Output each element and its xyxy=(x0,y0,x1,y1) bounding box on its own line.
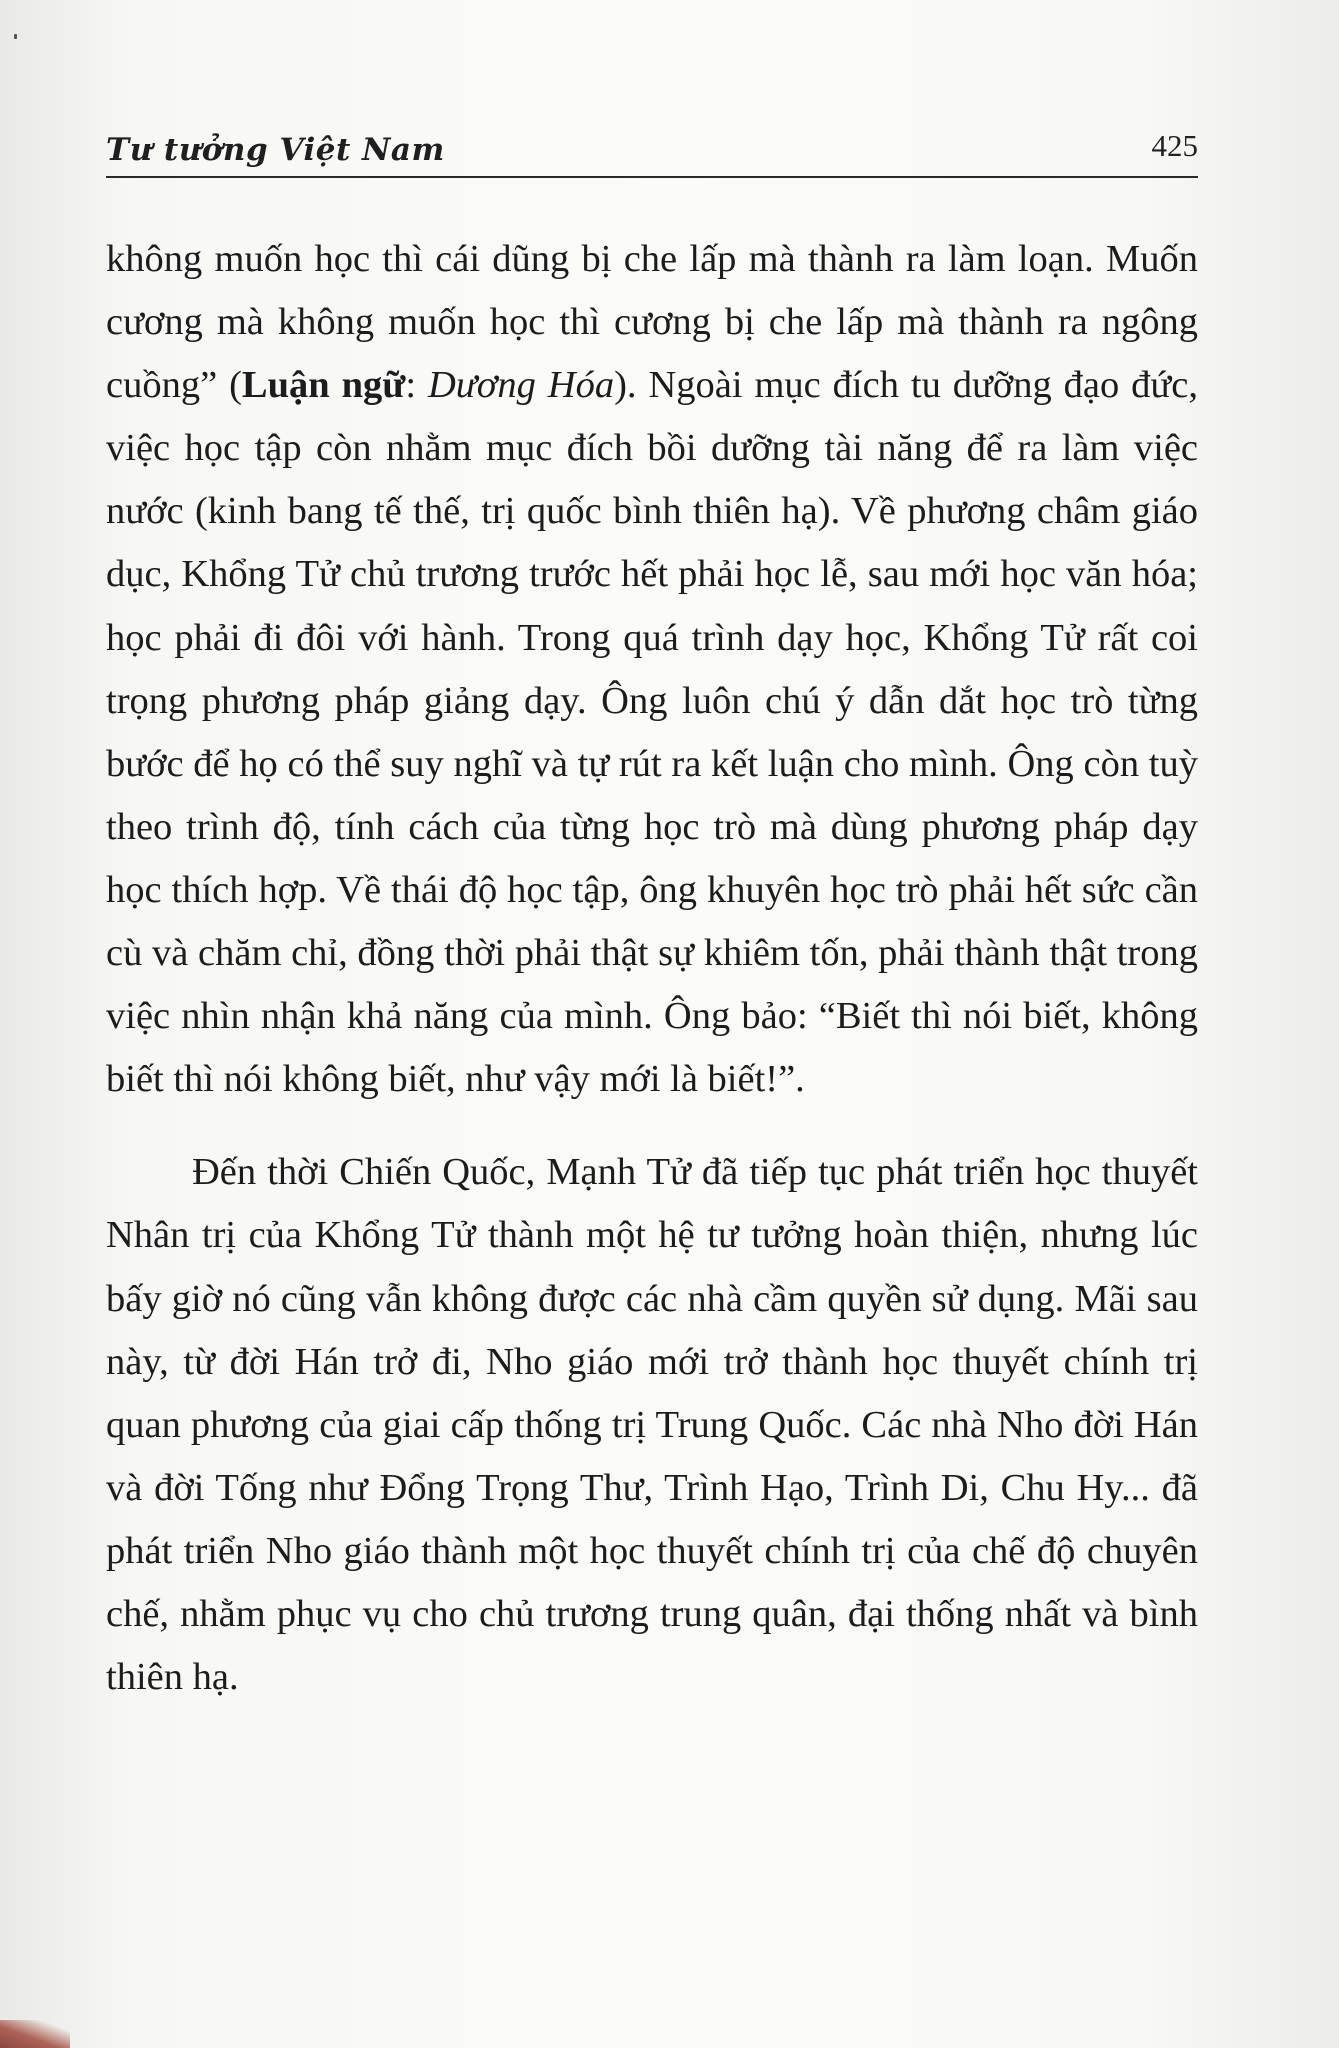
paragraph xyxy=(106,228,1198,1111)
corner-stain xyxy=(0,2020,70,2048)
paragraph: Đến thời Chiến Quốc, Mạnh Tử đã tiếp tục phát triển học thuyết Nhân trị của Khổng Tử thành một hệ tư tưởng hoàn thiện, nhưng lúc bấy giờ nó cũng vẫn không được các nhà cầm quyền sử dụng. Mãi sau này, từ đời Hán trở đi, Nho giáo mới trở thành học thuyết chính trị quan phương của giai cấp thống trị Trung Quốc. Các nhà Nho đời Hán và đời Tống như Đổng Trọng Thư, Trình Hạo, Trình Di, Chu Hy... đã phát triển Nho giáo thành một học thuyết chính trị của chế độ chuyên chế, nhằm phục vụ cho chủ trương trung quân, đại thống nhất và bình thiên hạ. xyxy=(106,1151,1198,1699)
page-header xyxy=(106,124,1198,178)
paragraph-text: ). Ngoài mục đích tu dưỡng đạo đức, việc học tập còn nhằm mục đích bồi dưỡng tài năng để ra làm việc nước (kinh bang tế thế, trị quốc bình thiên hạ). Về phương châm giáo dục, Khổng Tử chủ trương trước hết phải học lễ, sau mới học văn hóa; học phải đi đôi với hành. Trong quá trình dạy học, Khổng Tử rất coi trọng phương pháp giảng dạy. Ông luôn chú ý dẫn dắt học trò từng bước để họ có thể suy nghĩ và tự rút ra kết luận cho mình. Ông còn tuỳ theo trình độ, tính cách của từng học trò mà dùng phương pháp dạy học thích hợp. Về thái độ học tập, ông khuyên học trò phải hết sức cần cù và chăm chỉ, đồng thời phải thật sự khiêm tốn, phải thành thật trong việc nhìn nhận khả năng của mình. Ông bảo: “Biết thì nói biết, không biết thì nói không biết, như vậy mới là biết!”. xyxy=(106,364,1198,1101)
page-number: 425 xyxy=(1151,128,1198,163)
paragraph-text: không muốn học thì cái dũng bị che lấp mà thành ra làm loạn. Muốn cương mà không muốn học thì cương bị che lấp mà thành ra ngông cuồng” ( xyxy=(106,238,1198,407)
citation-chapter: Dương Hóa xyxy=(428,364,615,407)
running-title: Tư tưởng Việt Nam xyxy=(106,132,445,168)
body-text xyxy=(106,228,1198,1709)
citation-source: Luận ngữ xyxy=(241,364,406,407)
citation-separator: : xyxy=(405,364,428,407)
page-speck xyxy=(14,34,17,39)
